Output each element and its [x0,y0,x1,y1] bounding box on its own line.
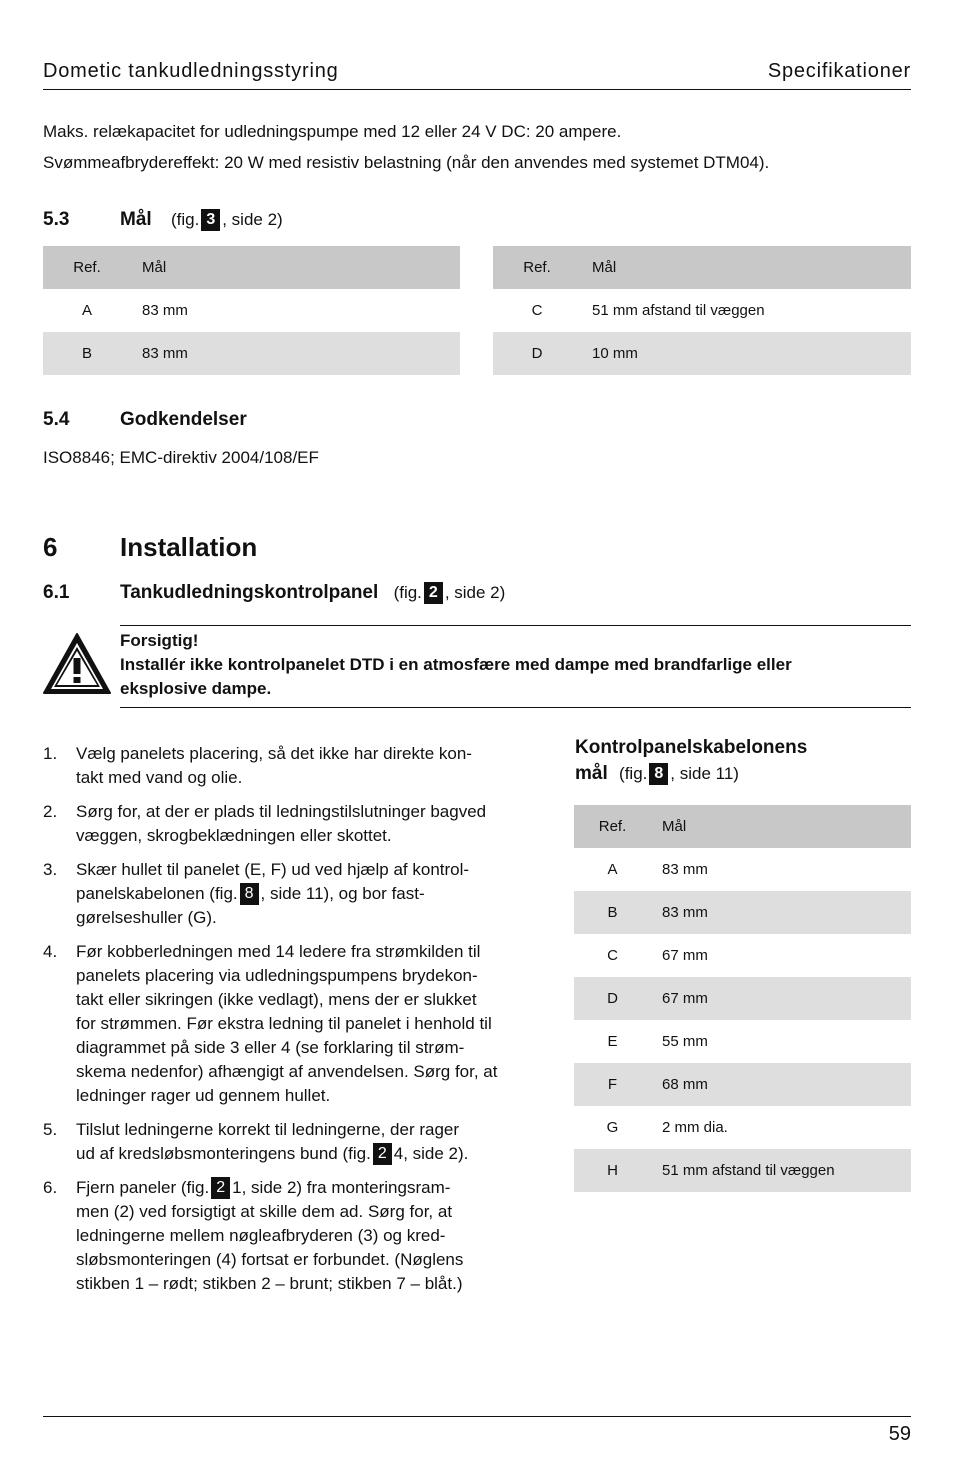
header-rule [43,89,911,90]
step-number: 4. [43,942,58,961]
ref-cell: C [531,302,543,319]
table-row [574,1063,911,1106]
list-item [43,858,533,930]
table-row [43,332,460,375]
step-line: Vælg panelets placering, så det ikke har direkte kon- [76,744,472,763]
step-number: 2. [43,802,58,821]
col-header-value: Mål [581,246,911,289]
fig-number-badge: 8 [649,763,668,785]
value-cell: 83 mm [142,302,188,319]
table-row [574,977,911,1020]
step-text: 1, side 2) fra monteringsram- [232,1178,451,1197]
section-5-3-title: Mål [120,209,152,230]
table-row [574,1149,911,1192]
value-cell: 67 mm [651,977,911,1020]
step-number: 5. [43,1120,58,1139]
warning-title: Forsigtig! [120,631,199,650]
step-line: takt eller sikringen (ikke vedlagt), mens der er slukket [76,990,477,1009]
step-line: stikben 1 – rødt; stikben 2 – brunt; stikben 7 – blåt.) [76,1274,463,1293]
step-line: ledningerne mellem nøgleafbryderen (3) og kred- [76,1226,446,1245]
list-item [43,800,533,848]
step-number: 1. [43,744,58,763]
table-row [574,1020,911,1063]
value-cell: 55 mm [662,1033,708,1050]
template-title-line-1: Kontrolpanelskabelonens [575,737,808,758]
col-header-ref: Ref. [43,246,131,289]
footer-rule [43,1416,911,1417]
step-line: gørelseshuller (G). [76,908,217,927]
ref-cell: C [607,947,618,964]
step-number: 3. [43,860,58,879]
fig-number-badge: 2 [424,582,443,604]
warning-top-rule [120,625,911,626]
section-5-3-number: 5.3 [43,209,70,230]
step-text: panelskabelonen (fig. [76,884,238,903]
intro-line-1: Maks. relækapacitet for udledningspumpe med 12 eller 24 V DC: 20 ampere. [43,122,622,141]
running-header-section: Specifikationer [767,60,911,82]
running-header-title: Dometic tankudledningsstyring [43,60,339,82]
section-6-1-heading [120,582,505,604]
ref-cell: E [607,1033,618,1050]
step-line: ledninger rager ud gennem hullet. [76,1086,331,1105]
value-cell: 67 mm [662,947,708,964]
ref-cell: B [574,891,651,934]
fig-number-badge: 2 [211,1177,230,1199]
step-line [76,882,533,906]
list-item [43,742,533,790]
list-item [43,940,533,1108]
step-line: Sørg for, at der er plads til ledningstilslutninger bagved [76,802,487,821]
step-text: 4, side 2). [393,1144,469,1163]
table-row [493,332,911,375]
template-title-line-2 [575,763,739,785]
step-line: men (2) ved forsigtigt at skille dem ad. Sørg for, at [76,1202,453,1221]
fig-ref-prefix: (fig. [619,764,648,783]
step-line: diagrammet på side 3 eller 4 (se forklaring til strøm- [76,1038,465,1057]
fig-ref-suffix: , side 2) [444,583,506,602]
fig-number-badge: 2 [373,1143,392,1165]
intro-line-2: Svømmeafbrydereffekt: 20 W med resistiv belastning (når den anvendes med systemet DTM04). [43,153,770,172]
ref-cell: A [607,861,618,878]
step-line: panelets placering via udledningspumpens brydekon- [76,966,478,985]
value-cell: 68 mm [651,1063,911,1106]
step-text: ud af kredsløbsmonteringens bund (fig. [76,1144,371,1163]
step-line: væggen, skrogbeklædningen eller skottet. [76,826,392,845]
step-text: , side 11), og bor fast- [260,884,425,903]
step-line: skema nedenfor) afhængigt af anvendelsen. Sørg for, at [76,1062,498,1081]
section-6-1-number: 6.1 [43,582,70,603]
step-line [76,1142,533,1166]
value-cell: 83 mm [662,861,708,878]
installation-steps [43,742,533,1306]
fig-ref-suffix: , side 2) [222,210,283,229]
template-title-word: mål [575,763,608,784]
ref-cell: F [574,1063,651,1106]
ref-cell: H [574,1149,651,1192]
col-header-value: Mål [131,246,460,289]
col-header-ref: Ref. [493,246,581,289]
dimensions-table-right [493,246,911,375]
step-line: takt med vand og olie. [76,768,243,787]
step-text: Fjern paneler (fig. [76,1178,210,1197]
step-line: Tilslut ledningerne korrekt til ledningerne, der rager [76,1120,460,1139]
table-row [43,289,460,332]
list-item [43,1176,533,1296]
fig-ref-suffix: , side 11) [670,764,739,783]
value-cell: 51 mm afstand til væggen [592,302,765,319]
list-item [43,1118,533,1166]
warning-line-1: Installér ikke kontrolpanelet DTD i en atmosfære med dampe med brandfarlige eller [120,655,792,674]
col-header-ref: Ref. [574,805,651,848]
value-cell: 10 mm [581,332,911,375]
ref-cell: D [493,332,581,375]
step-line: Skær hullet til panelet (E, F) ud ved hjælp af kontrol- [76,860,470,879]
table-row [574,1106,911,1149]
chapter-title: Installation [120,532,258,562]
warning-triangle-icon [42,632,112,696]
approvals-text: ISO8846; EMC-direktiv 2004/108/EF [43,448,319,467]
table-row [493,289,911,332]
table-row [574,934,911,977]
chapter-number: 6 [43,532,58,562]
fig-ref-prefix: (fig. [393,583,422,602]
fig-number-badge: 8 [240,883,259,905]
step-line [76,1176,533,1200]
ref-cell: A [81,302,92,319]
ref-cell: D [574,977,651,1020]
value-cell: 83 mm [651,891,911,934]
section-6-1-title: Tankudledningskontrolpanel [120,582,379,603]
fig-ref-prefix: (fig. [170,210,200,229]
table-row [574,891,911,934]
ref-cell: G [606,1119,619,1136]
section-5-3-heading [120,209,283,231]
template-dimensions-table [574,805,911,1192]
step-number: 6. [43,1178,58,1197]
step-line: sløbsmonteringen (4) fortsat er forbundet. (Nøglens [76,1250,464,1269]
section-5-4-number: 5.4 [43,409,70,430]
col-header-value: Mål [651,805,911,848]
step-line: Før kobberledningen med 14 ledere fra strømkilden til [76,942,481,961]
step-line: for strømmen. Før ekstra ledning til panelet i henhold til [76,1014,492,1033]
ref-cell: B [43,332,131,375]
value-cell: 2 mm dia. [662,1119,728,1136]
dimensions-table-left [43,246,460,375]
section-5-4-title: Godkendelser [120,409,247,430]
page-number: 59 [888,1423,911,1445]
value-cell: 51 mm afstand til væggen [651,1149,911,1192]
table-row [574,848,911,891]
value-cell: 83 mm [131,332,460,375]
warning-line-2: eksplosive dampe. [120,679,272,698]
fig-number-badge: 3 [201,209,220,231]
warning-bottom-rule [120,707,911,708]
